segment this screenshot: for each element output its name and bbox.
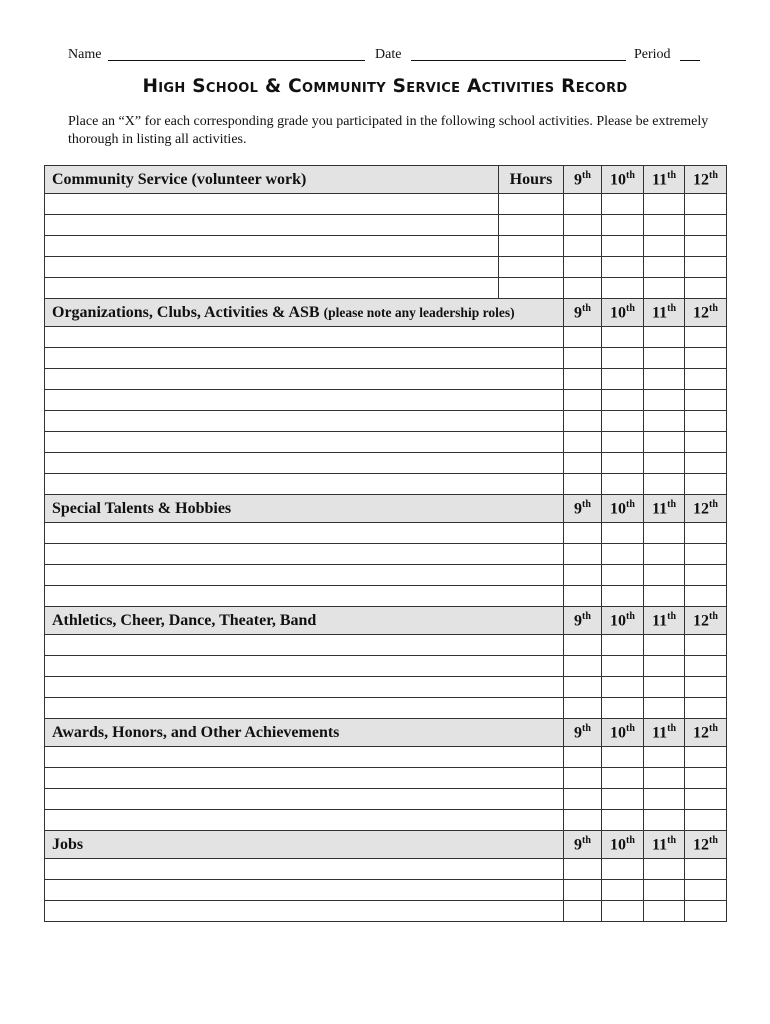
section-title: Awards, Honors, and Other Achievements [45,719,564,747]
grade-cell[interactable] [685,789,727,810]
activities-table [44,165,727,922]
grade-11-header: 11th [644,299,685,327]
grade-12-header: 12th [685,831,727,859]
table-row [45,411,727,432]
activity-cell[interactable] [45,698,564,719]
grade-12-header: 12th [685,607,727,635]
name-field[interactable] [108,47,365,61]
activity-cell[interactable] [45,565,564,586]
table-row [45,348,727,369]
table-row [45,523,727,544]
grade-10-header: 10th [602,166,644,194]
activity-cell[interactable] [45,215,499,236]
activity-cell[interactable] [45,257,499,278]
grade-cell[interactable] [685,278,727,299]
grade-11-header: 11th [644,166,685,194]
section-header-jobs [45,831,727,859]
grade-cell[interactable] [564,257,602,278]
grade-cell[interactable] [644,810,685,831]
grade-12-header: 12th [685,166,727,194]
grade-cell[interactable] [644,411,685,432]
grade-cell[interactable] [644,432,685,453]
section-header-community-service [45,166,727,194]
grade-cell[interactable] [644,677,685,698]
grade-cell[interactable] [644,656,685,677]
grade-9-header: 9th [564,719,602,747]
grade-10-header: 10th [602,831,644,859]
grade-cell[interactable] [644,474,685,495]
page-title: High School & Community Service Activities Record [142,76,628,97]
grade-cell[interactable] [685,810,727,831]
grade-cell[interactable] [602,369,644,390]
table-row [45,369,727,390]
grade-cell[interactable] [602,411,644,432]
grade-cell[interactable] [644,236,685,257]
grade-cell[interactable] [602,390,644,411]
grade-11-header: 11th [644,495,685,523]
grade-cell[interactable] [644,369,685,390]
activity-cell[interactable] [45,390,564,411]
grade-cell[interactable] [602,257,644,278]
grade-cell[interactable] [685,635,727,656]
grade-cell[interactable] [685,327,727,348]
activity-cell[interactable] [45,768,564,789]
grade-9-header: 9th [564,166,602,194]
activity-cell[interactable] [45,586,564,607]
section-header-athletics [45,607,727,635]
grade-cell[interactable] [685,257,727,278]
grade-cell[interactable] [644,348,685,369]
grade-cell[interactable] [644,544,685,565]
table-row [45,901,727,922]
table-row [45,880,727,901]
hours-cell[interactable] [499,257,564,278]
hours-cell[interactable] [499,236,564,257]
activity-cell[interactable] [45,677,564,698]
grade-cell[interactable] [685,880,727,901]
section-title: Jobs [45,831,564,859]
grade-cell[interactable] [564,880,602,901]
section-header-organizations [45,299,727,327]
table-row [45,432,727,453]
grade-cell[interactable] [564,411,602,432]
grade-cell[interactable] [602,327,644,348]
grade-cell[interactable] [564,194,602,215]
grade-cell[interactable] [685,586,727,607]
grade-cell[interactable] [564,698,602,719]
grade-9-header: 9th [564,495,602,523]
grade-cell[interactable] [564,789,602,810]
grade-cell[interactable] [602,747,644,768]
table-row [45,194,727,215]
grade-cell[interactable] [564,474,602,495]
period-field[interactable] [680,47,700,61]
section-title: Special Talents & Hobbies [45,495,564,523]
grade-cell[interactable] [685,411,727,432]
grade-cell[interactable] [602,544,644,565]
grade-10-header: 10th [602,719,644,747]
grade-10-header: 10th [602,495,644,523]
grade-cell[interactable] [644,859,685,880]
section-title: Athletics, Cheer, Dance, Theater, Band [45,607,564,635]
hours-cell[interactable] [499,194,564,215]
grade-cell[interactable] [564,390,602,411]
grade-cell[interactable] [644,390,685,411]
grade-cell[interactable] [685,453,727,474]
table-row [45,789,727,810]
grade-cell[interactable] [564,635,602,656]
grade-cell[interactable] [644,789,685,810]
grade-cell[interactable] [685,390,727,411]
activity-cell[interactable] [45,859,564,880]
table-row [45,810,727,831]
activity-cell[interactable] [45,432,564,453]
grade-cell[interactable] [602,523,644,544]
table-row [45,544,727,565]
grade-cell[interactable] [644,635,685,656]
grade-cell[interactable] [644,194,685,215]
activity-cell[interactable] [45,236,499,257]
grade-cell[interactable] [602,810,644,831]
instructions-text: Place an “X” for each corresponding grade you participated in the following school activities. Please be extremely thorough in listing all activities. [68,114,709,147]
grade-cell[interactable] [564,768,602,789]
table-row [45,278,727,299]
grade-cell[interactable] [564,810,602,831]
grade-cell[interactable] [644,880,685,901]
grade-cell[interactable] [685,768,727,789]
activity-cell[interactable] [45,880,564,901]
grade-cell[interactable] [685,901,727,922]
grade-cell[interactable] [564,859,602,880]
table-row [45,257,727,278]
table-row [45,698,727,719]
grade-cell[interactable] [564,278,602,299]
grade-cell[interactable] [564,901,602,922]
grade-cell[interactable] [602,565,644,586]
grade-cell[interactable] [602,677,644,698]
activity-cell[interactable] [45,194,499,215]
table-row [45,236,727,257]
grade-cell[interactable] [685,565,727,586]
grade-cell[interactable] [644,698,685,719]
grade-cell[interactable] [564,656,602,677]
grade-cell[interactable] [685,369,727,390]
grade-cell[interactable] [602,635,644,656]
hours-header: Hours [499,166,564,194]
table-row [45,327,727,348]
activity-cell[interactable] [45,523,564,544]
activity-cell[interactable] [45,656,564,677]
grade-cell[interactable] [602,474,644,495]
grade-cell[interactable] [564,586,602,607]
period-label: Period [634,47,671,62]
grade-cell[interactable] [564,453,602,474]
grade-9-header: 9th [564,831,602,859]
hours-cell[interactable] [499,215,564,236]
grade-cell[interactable] [602,194,644,215]
activity-cell[interactable] [45,278,499,299]
student-info-line [68,47,708,67]
hours-cell[interactable] [499,278,564,299]
table-row [45,656,727,677]
section-header-awards [45,719,727,747]
grade-cell[interactable] [602,698,644,719]
grade-cell[interactable] [602,432,644,453]
grade-cell[interactable] [685,523,727,544]
grade-cell[interactable] [602,215,644,236]
grade-cell[interactable] [644,453,685,474]
grade-11-header: 11th [644,719,685,747]
activity-cell[interactable] [45,474,564,495]
table-row [45,565,727,586]
grade-cell[interactable] [644,523,685,544]
table-row [45,453,727,474]
activity-cell[interactable] [45,747,564,768]
grade-cell[interactable] [644,586,685,607]
activity-cell[interactable] [45,369,564,390]
grade-cell[interactable] [564,327,602,348]
grade-cell[interactable] [685,348,727,369]
table-row [45,586,727,607]
section-title: Organizations, Clubs, Activities & ASB (please note any leadership roles) [45,299,564,327]
grade-cell[interactable] [602,859,644,880]
grade-cell[interactable] [685,656,727,677]
grade-cell[interactable] [602,656,644,677]
grade-12-header: 12th [685,299,727,327]
grade-cell[interactable] [564,348,602,369]
grade-12-header: 12th [685,719,727,747]
name-label: Name [68,47,102,62]
grade-cell[interactable] [602,901,644,922]
grade-cell[interactable] [602,586,644,607]
grade-cell[interactable] [564,747,602,768]
table-row [45,215,727,236]
grade-cell[interactable] [685,236,727,257]
grade-cell[interactable] [602,880,644,901]
section-header-special-talents [45,495,727,523]
activity-cell[interactable] [45,901,564,922]
grade-cell[interactable] [685,432,727,453]
grade-11-header: 11th [644,831,685,859]
section-note: (please note any leadership roles) [323,304,515,320]
grade-cell[interactable] [602,236,644,257]
activity-cell[interactable] [45,810,564,831]
table-row [45,474,727,495]
activity-cell[interactable] [45,544,564,565]
grade-cell[interactable] [602,278,644,299]
activity-cell[interactable] [45,411,564,432]
grade-cell[interactable] [685,747,727,768]
grade-cell[interactable] [685,474,727,495]
date-field[interactable] [411,47,626,61]
grade-cell[interactable] [602,768,644,789]
grade-cell[interactable] [644,565,685,586]
grade-cell[interactable] [564,677,602,698]
grade-cell[interactable] [564,565,602,586]
table-row [45,390,727,411]
grade-cell[interactable] [644,278,685,299]
grade-cell[interactable] [564,236,602,257]
date-label: Date [375,47,402,62]
grade-cell[interactable] [644,768,685,789]
grade-cell[interactable] [644,747,685,768]
activity-cell[interactable] [45,789,564,810]
table-row [45,747,727,768]
grade-cell[interactable] [685,677,727,698]
table-row [45,768,727,789]
table-row [45,859,727,880]
grade-cell[interactable] [602,348,644,369]
grade-cell[interactable] [685,194,727,215]
grade-cell[interactable] [685,698,727,719]
grade-cell[interactable] [644,257,685,278]
grade-12-header: 12th [685,495,727,523]
table-row [45,635,727,656]
activity-cell[interactable] [45,327,564,348]
activity-cell[interactable] [45,348,564,369]
section-title: Community Service (volunteer work) [45,166,499,194]
grade-cell[interactable] [685,544,727,565]
grade-cell[interactable] [564,369,602,390]
activity-cell[interactable] [45,453,564,474]
grade-cell[interactable] [602,789,644,810]
grade-11-header: 11th [644,607,685,635]
grade-9-header: 9th [564,607,602,635]
grade-cell[interactable] [564,523,602,544]
grade-cell[interactable] [685,215,727,236]
grade-9-header: 9th [564,299,602,327]
table-row [45,677,727,698]
grade-cell[interactable] [564,215,602,236]
grade-cell[interactable] [602,453,644,474]
grade-cell[interactable] [644,215,685,236]
grade-cell[interactable] [644,901,685,922]
grade-cell[interactable] [564,544,602,565]
grade-10-header: 10th [602,299,644,327]
activity-cell[interactable] [45,635,564,656]
grade-cell[interactable] [564,432,602,453]
grade-cell[interactable] [685,859,727,880]
grade-cell[interactable] [644,327,685,348]
grade-10-header: 10th [602,607,644,635]
